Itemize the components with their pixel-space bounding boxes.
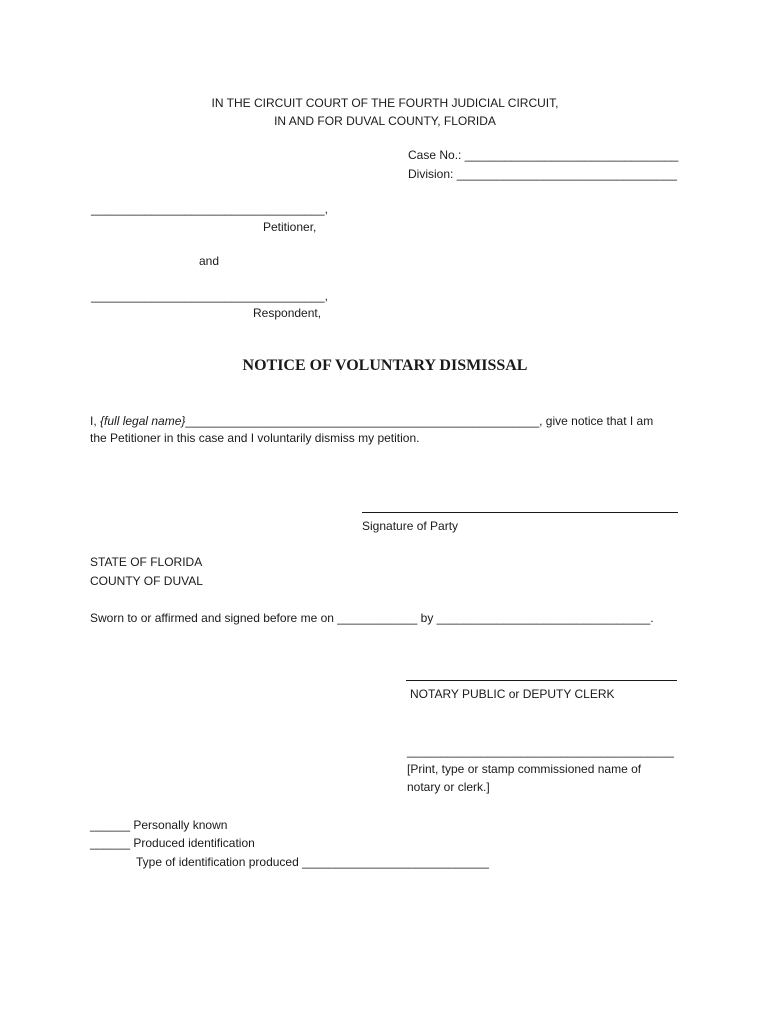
notary-name-instruction-line1: [Print, type or stamp commissioned name of — [407, 762, 642, 776]
produced-identification-option: ______ Produced identification — [90, 836, 255, 850]
notary-name-instruction-line2: notary or clerk.] — [407, 780, 490, 794]
full-legal-name-hint: {full legal name} — [100, 414, 186, 428]
and-label: and — [199, 254, 220, 268]
notice-prefix: I, — [90, 414, 101, 428]
identification-type-field: Type of identification produced ____________________________ — [136, 855, 489, 869]
signature-label: Signature of Party — [362, 519, 459, 533]
notary-name-blank: ________________________________________ — [407, 744, 674, 758]
petitioner-label: Petitioner, — [263, 220, 317, 234]
notary-signature-line — [406, 680, 677, 681]
full-legal-name-blank: _____________________________________________________ — [185, 414, 540, 428]
case-number-blank: ________________________________ — [464, 148, 679, 162]
personally-known-option: ______ Personally known — [90, 818, 228, 832]
case-number-field — [408, 147, 678, 163]
division-blank: _________________________________ — [456, 167, 677, 181]
petitioner-name-blank: ___________________________________, — [91, 202, 328, 216]
document-title: NOTICE OF VOLUNTARY DISMISSAL — [242, 357, 528, 374]
respondent-name-blank: ___________________________________, — [91, 289, 328, 303]
division-label: Division: — [408, 167, 454, 181]
court-heading-line1: IN THE CIRCUIT COURT OF THE FOURTH JUDICIAL CIRCUIT, — [211, 96, 559, 110]
signature-line — [362, 512, 678, 513]
state-label: STATE OF FLORIDA — [90, 555, 203, 569]
notice-statement-line2: the Petitioner in this case and I voluntarily dismiss my petition. — [90, 431, 420, 445]
respondent-label: Respondent, — [253, 306, 322, 320]
notice-statement-line1 — [90, 413, 653, 429]
court-heading-line2: IN AND FOR DUVAL COUNTY, FLORIDA — [274, 114, 496, 128]
notary-clerk-label: NOTARY PUBLIC or DEPUTY CLERK — [410, 687, 615, 701]
notice-suffix: , give notice that I am — [539, 414, 654, 428]
county-label: COUNTY OF DUVAL — [90, 574, 203, 588]
case-number-label: Case No.: — [408, 148, 462, 162]
sworn-statement: Sworn to or affirmed and signed before me on ____________ by ________________________________. — [90, 611, 654, 625]
division-field — [408, 166, 677, 182]
